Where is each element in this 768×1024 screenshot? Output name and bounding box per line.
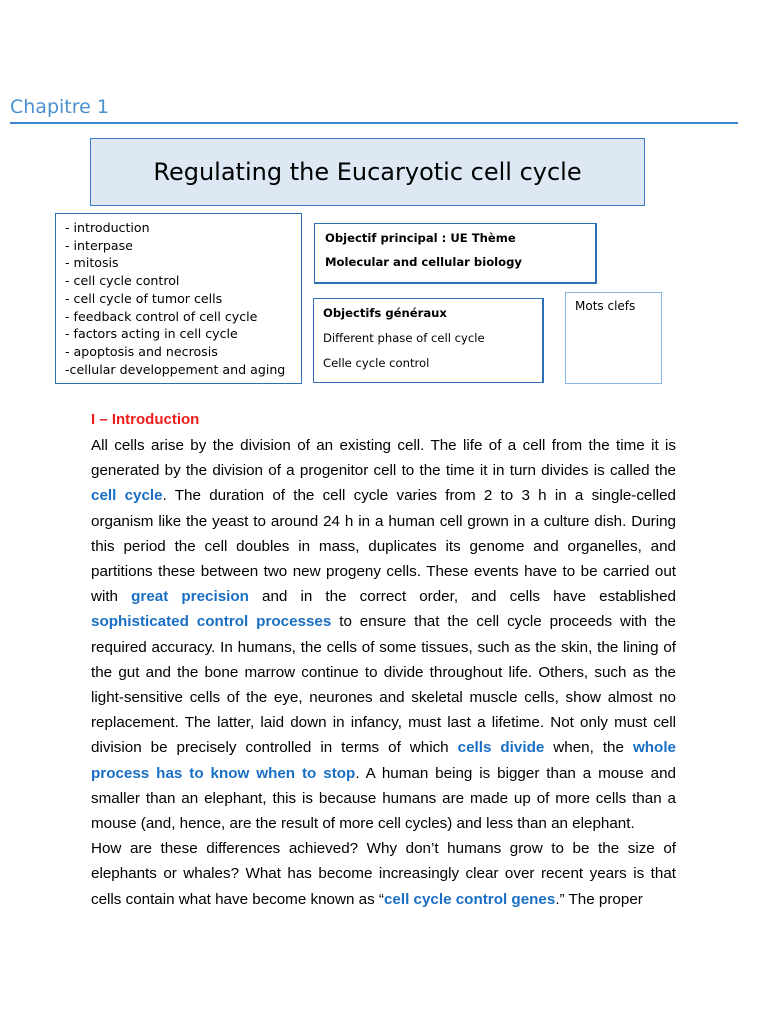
body-text (91, 433, 676, 912)
mots-clefs-label: Mots clefs (575, 299, 636, 313)
text-run: . A human being is bigger than a mouse and smaller than an elephant, this is because humans are made up of more cells than a mouse (and, hence, are the result of more cell cycles) and less than an elephant. (91, 764, 676, 833)
toc-item: -cellular developpement and aging (65, 361, 286, 377)
document-title: Regulating the Eucaryotic cell cycle (153, 158, 582, 186)
mots-clefs-box (565, 292, 662, 384)
text-run: . The duration of the cell cycle varies from 2 to 3 h in a single-celled organism like the yeast to around 24 h in a human cell grown in a culture dish. During this period the cell doubles in mass, duplicates its genome and organelles, and partitions these between two new progeny cells. These events have to be carried out with (91, 487, 677, 606)
toc-item: - mitosis (65, 255, 119, 271)
text-run: and in the correct order, and cells have established (248, 588, 676, 606)
text-run: when, the (544, 739, 633, 757)
highlight-term: cells divide (457, 739, 545, 757)
text-run: to ensure that the cell cycle proceeds with the required accuracy. In humans, the cells of some tissues, such as the skin, the lining of the gut and the bone marrow continue to divide throughout life. Others, such as the light-sensitive cells of the eye, neurones and skeletal muscle cells, show almost no replacement. The latter, laid down in infancy, must last a lifetime. Not only must cell division be precisely controlled in terms of which (91, 613, 677, 757)
section-heading: I – Introduction (91, 411, 200, 428)
toc-item: - cell cycle of tumor cells (65, 290, 223, 306)
objectif-principal-subject: Molecular and cellular biology (325, 255, 522, 269)
toc-item: - factors acting in cell cycle (65, 326, 238, 342)
highlight-term: cell cycle control genes (383, 890, 556, 908)
highlight-term: cell cycle (91, 487, 163, 505)
text-run: All cells arise by the division of an existing cell. The life of a cell from the time it is generated by the division of a progenitor cell to the time it in turn divides is called the (91, 437, 676, 480)
text-run: How are these differences achieved? Why don’t humans grow to be the size of elephants or whales? What has become increasingly clear over recent years is that cells contain what have become known as “ (91, 840, 676, 908)
title-box (90, 138, 645, 206)
toc-item: - apoptosis and necrosis (65, 343, 218, 359)
objectif-principal-line: Objectif principal : UE Thème (325, 231, 516, 245)
toc-item: - cell cycle control (65, 273, 180, 289)
highlight-term: great precision (131, 588, 249, 606)
highlight-term: whole process has to know when to stop (91, 739, 676, 782)
objectif-item: Celle cycle control (323, 356, 430, 370)
text-run: .” The proper (555, 890, 643, 908)
table-of-contents (55, 213, 302, 384)
chapter-label: Chapitre 1 (10, 96, 109, 118)
toc-item: - interpase (65, 237, 133, 253)
toc-item: - introduction (65, 220, 150, 235)
highlight-term: sophisticated control processes (91, 613, 332, 631)
objectifs-generaux-title: Objectifs généraux (323, 306, 447, 320)
chapter-divider (10, 122, 738, 124)
objectifs-generaux-box (313, 298, 544, 383)
objectif-principal-box (314, 223, 597, 284)
toc-item: - feedback control of cell cycle (65, 308, 258, 324)
objectif-item: Different phase of cell cycle (323, 331, 485, 345)
paragraph (91, 836, 676, 912)
paragraph (91, 433, 676, 836)
